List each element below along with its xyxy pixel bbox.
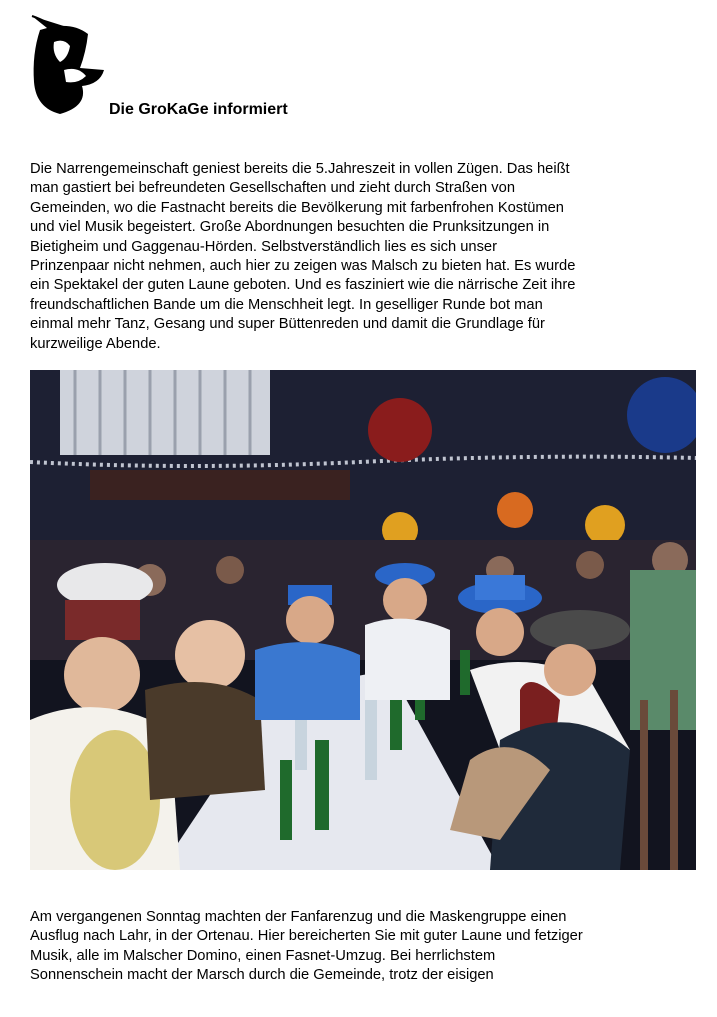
- carnival-party-photo: [30, 370, 696, 870]
- text-line: Am vergangenen Sonntag machten der Fanfarenzug und die Maskengruppe einen: [30, 909, 567, 925]
- text-line: kurzweilige Abende.: [30, 335, 161, 352]
- text-line: Bietigheim und Gaggenau-Hörden. Selbstverständlich lies es sich unser: [30, 238, 497, 255]
- text-line: man gastiert bei befreundeten Gesellschaften und zieht durch Straßen von: [30, 180, 515, 197]
- text-line: Sonnenschein macht der Marsch durch die Gemeinde, trotz der eisigen: [30, 967, 494, 984]
- text-line: ein Spektakel der guten Laune geboten. Und es fasziniert wie die närrische Zeit ihre: [30, 277, 576, 294]
- text-line: freundschaftlichen Bande um die Menschheit legt. In geselliger Runde bot man: [30, 296, 543, 313]
- page-title: Die GroKaGe informiert: [109, 101, 288, 118]
- text-line: Gemeinden, wo die Fastnacht bereits die Bevölkerung mit farbenfrohen Kostümen: [30, 199, 564, 216]
- text-line: Musik, alle im Malscher Domino, einen Fasnet-Umzug. Bei herrlichstem: [30, 947, 496, 964]
- text-line: und viel Musik begeistert. Große Abordnungen besuchten die Prunksitzungen in: [30, 219, 550, 236]
- text-line: Die Narrengemeinschaft geniest bereits die 5.Jahreszeit in vollen Zügen. Das heißt: [30, 161, 570, 177]
- jester-bird-logo-icon: [30, 12, 110, 118]
- article-paragraph-2: [30, 908, 690, 986]
- text-line: einmal mehr Tanz, Gesang und super Büttenreden und damit die Grundlage für: [30, 316, 545, 333]
- text-line: Ausflug nach Lahr, in der Ortenau. Hier bereicherten Sie mit guter Laune und fetziger: [30, 928, 583, 945]
- article-paragraph-1: [30, 160, 690, 354]
- logo: [30, 12, 110, 118]
- text-line: Prinzenpaar nicht nehmen, auch hier zu zeigen was Malsch zu bieten hat. Es wurde: [30, 258, 576, 275]
